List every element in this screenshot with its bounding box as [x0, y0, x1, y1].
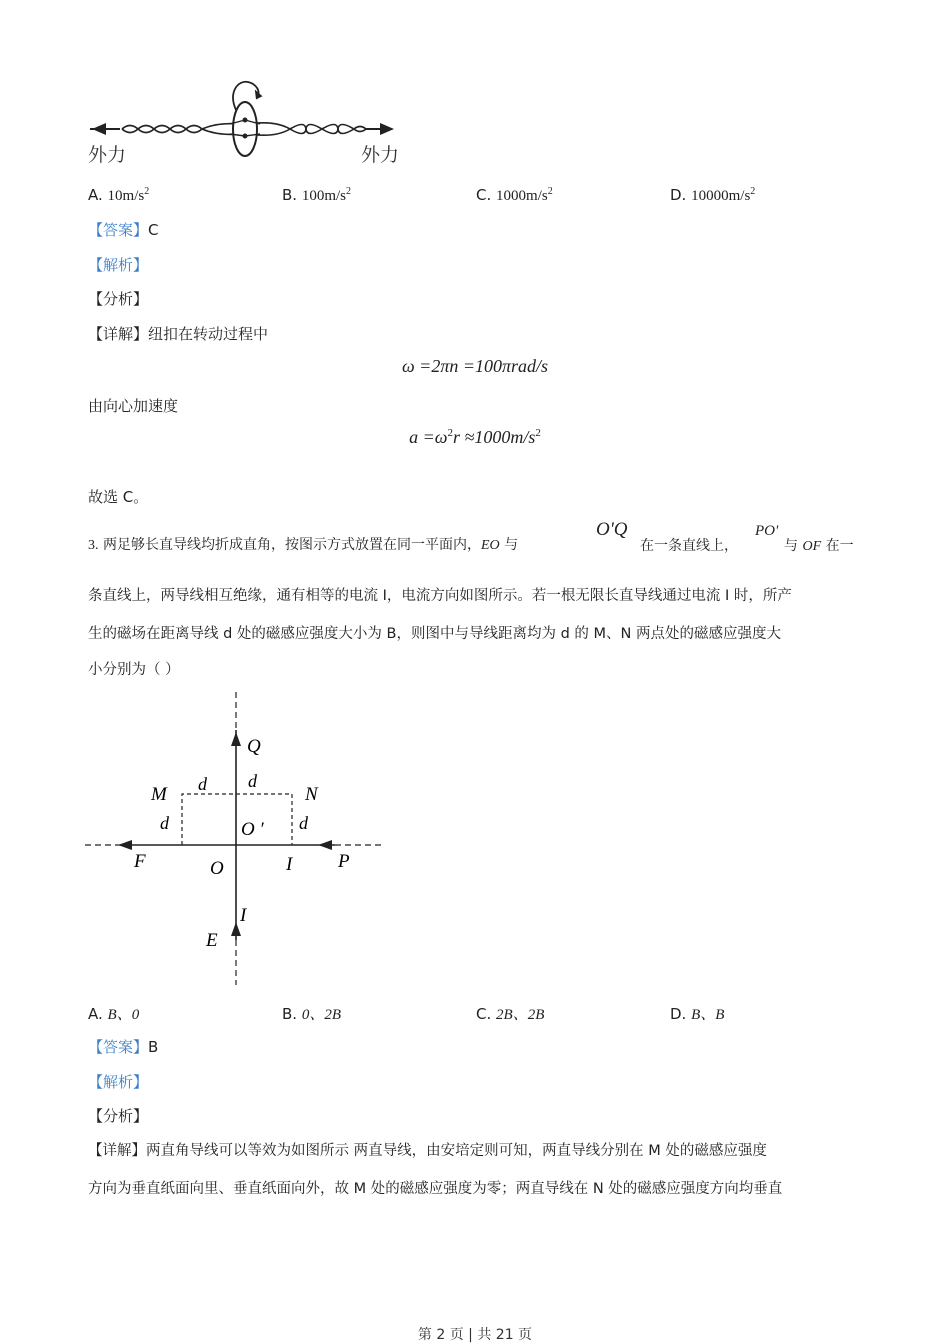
q3-detail-line1: 【详解】两直角导线可以等效为如图所示 两直导线，由安培定则可知，两直导线分别在 M 处的磁感应强度: [88, 1143, 767, 1159]
q3-stem-line4: 小分别为（ ）: [88, 662, 180, 678]
label-d-left: d: [160, 813, 169, 833]
q3-option-c[interactable]: C. 2B、2B: [476, 1005, 545, 1023]
q3-po-label: PO': [755, 523, 779, 539]
q2-option-a[interactable]: A. $10m/s^2$: [88, 186, 150, 204]
q2-option-b[interactable]: B. $100m/s^2$: [282, 186, 352, 204]
q2-text-centripetal: 由向心加速度: [88, 397, 179, 415]
q3-stem-line2: 条直线上，两导线相互绝缘，通有相等的电流 I，电流方向如图所示。若一根无限长直导线通过电流 I 时，所产: [88, 588, 792, 604]
q3-answer: 【答案】B: [88, 1038, 159, 1056]
q3-stem-line1-c: 在一条直线上，: [640, 538, 738, 554]
q3-oq-label: O'Q: [596, 519, 628, 540]
q2-formula-acceleration: $a =\omega^2r \approx 1000m/s^2$: [409, 427, 541, 447]
label-q: Q: [247, 736, 261, 757]
label-d-top-right: d: [248, 771, 257, 791]
q3-fenxi-tag: 【分析】: [88, 1107, 149, 1125]
q2-analysis-tag: 【解析】: [88, 256, 149, 274]
external-force-label-right: 外力: [361, 144, 400, 166]
q2-fenxi-tag: 【分析】: [88, 290, 149, 308]
label-n: N: [305, 784, 318, 805]
label-e: E: [206, 930, 218, 951]
q3-option-a[interactable]: A. B、0: [88, 1005, 140, 1023]
q3-stem-line3: 生的磁场在距离导线 d 处的磁感应强度大小为 B，则图中与导线距离均为 d 的 M、N 两点处的磁感应强度大: [88, 626, 781, 642]
page-footer: 第 2 页 | 共 21 页: [417, 1327, 533, 1343]
q3-analysis-tag: 【解析】: [88, 1073, 149, 1091]
arrow-left-p: [318, 840, 332, 850]
q2-answer: 【答案】C: [88, 221, 159, 239]
label-i-vertical: I: [240, 905, 247, 926]
label-d-top-left: d: [198, 774, 207, 794]
q2-formula-omega: ω =2πn =100πrad/s: [401, 356, 549, 376]
label-i-horizontal: I: [286, 854, 293, 875]
label-p: P: [338, 851, 350, 872]
q3-stem-line1-d: 与 OF 在一: [784, 538, 854, 554]
q3-stem-line1: 3. 两足够长直导线均折成直角，按图示方式放置在同一平面内，EO 与: [88, 537, 519, 553]
q3-option-b[interactable]: B. 0、2B: [282, 1005, 342, 1023]
label-o-prime: O ′: [241, 819, 264, 840]
q2-option-c[interactable]: C. $1000m/s^2$: [476, 186, 553, 204]
q2-detail: 【详解】纽扣在转动过程中: [88, 325, 269, 343]
label-o: O: [210, 858, 224, 879]
q3-detail-line2: 方向为垂直纸面向里、垂直纸面向外，故 M 处的磁感应强度为零；两直导线在 N 处的磁感应强度方向均垂直: [88, 1181, 783, 1197]
q3-wire-figure: [80, 690, 400, 990]
label-m: M: [151, 784, 167, 805]
arrow-left-f: [118, 840, 132, 850]
q2-option-d[interactable]: D. $10000m/s^2$: [670, 186, 756, 204]
label-d-right: d: [299, 813, 308, 833]
arrow-up-q: [231, 732, 241, 746]
q3-option-d[interactable]: D. B、B: [670, 1005, 725, 1023]
external-force-label-left: 外力: [88, 144, 127, 166]
label-f: F: [134, 851, 146, 872]
q2-conclusion: 故选 C。: [88, 488, 149, 506]
